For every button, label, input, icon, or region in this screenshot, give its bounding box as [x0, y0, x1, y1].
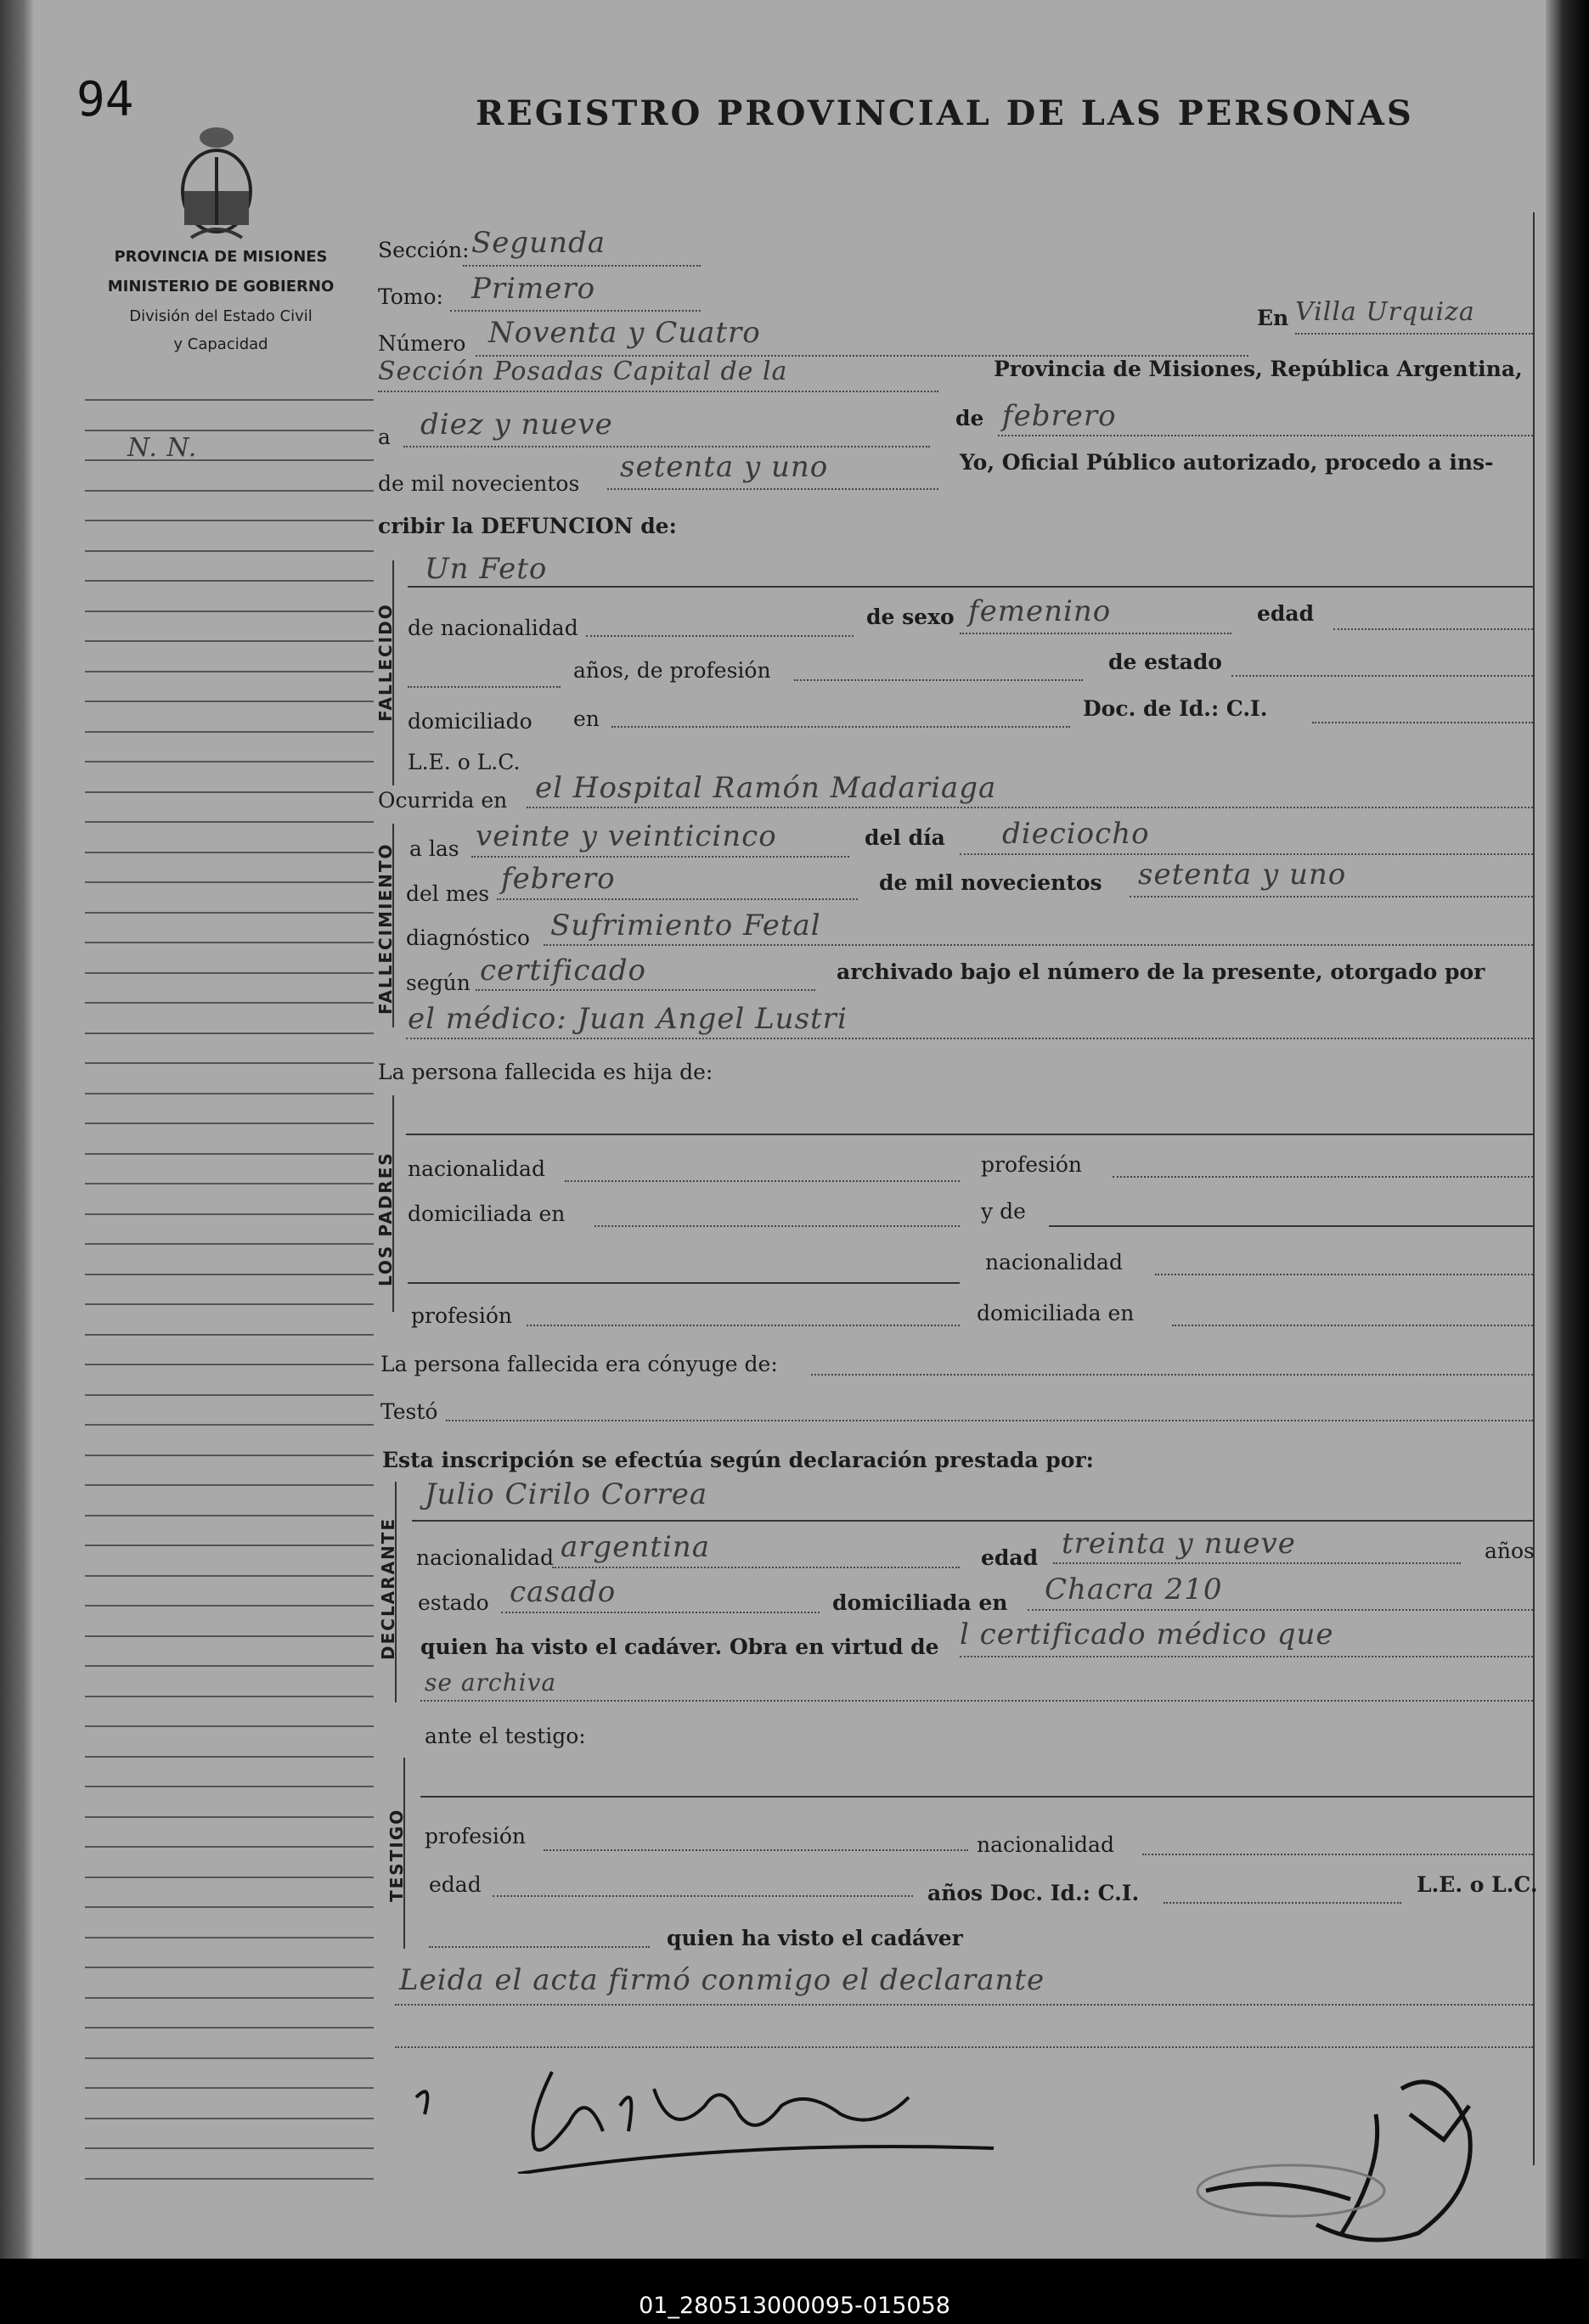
a-las-label: a las: [409, 836, 459, 861]
padres-nacionalidad-label: nacionalidad: [408, 1156, 545, 1181]
fallecimiento-mil-value: setenta y uno: [1138, 858, 1347, 892]
declarant-signature-icon: [399, 2055, 1011, 2174]
margin-rule-line: [85, 1123, 374, 1124]
margin-rule-line: [85, 2147, 374, 2149]
tomo-label: Tomo:: [378, 284, 443, 309]
margin-rule-line: [85, 1303, 374, 1305]
margin-rule-line: [85, 1665, 374, 1667]
coat-of-arms-icon: [174, 119, 259, 246]
declarante-edad-value: treinta y nueve: [1062, 1527, 1296, 1561]
segun-value: certificado: [480, 954, 646, 988]
fallecido-anios-label: años, de profesión: [573, 658, 771, 683]
declarante-anios-label: años: [1485, 1539, 1535, 1563]
margin-rule-line: [85, 430, 374, 431]
margin-rule-line: [85, 1334, 374, 1336]
margin-rule-line: [85, 580, 374, 582]
provincia-text: Provincia de Misiones, República Argentina,: [994, 357, 1523, 381]
header-ministry: MINISTERIO DE GOBIERNO: [107, 278, 335, 295]
conyuge-text: La persona fallecida era cónyuge de:: [380, 1352, 778, 1376]
header-capacity: y Capacidad: [173, 335, 268, 353]
diagnostico-label: diagnóstico: [406, 926, 530, 950]
testo-label: Testó: [380, 1399, 438, 1424]
margin-rule-line: [85, 671, 374, 672]
margin-rule-line: [85, 1062, 374, 1064]
declarante-quien-text: quien ha visto el cadáver. Obra en virtud de: [420, 1635, 939, 1659]
mil-label: de mil novecientos: [378, 471, 580, 496]
header-province: PROVINCIA DE MISIONES: [114, 248, 328, 266]
margin-rule-line: [85, 1424, 374, 1426]
declarante-nombre: Julio Cirilo Correa: [425, 1477, 708, 1511]
margin-note: N. N.: [127, 433, 198, 463]
mes-value: febrero: [1002, 399, 1117, 433]
file-caption: 01_280513000095-015058: [639, 2293, 950, 2319]
margin-rule-line: [85, 1033, 374, 1034]
margin-rule-line: [85, 1635, 374, 1637]
de-label: de: [955, 406, 984, 430]
margin-rule-line: [85, 2087, 374, 2089]
del-dia-value: dieciocho: [1002, 817, 1150, 851]
margin-rule-line: [85, 1696, 374, 1697]
tab-declarante: DECLARANTE: [378, 1517, 398, 1660]
numero-label: Número: [378, 331, 466, 356]
margin-rule-line: [85, 972, 374, 974]
document-title: REGISTRO PROVINCIAL DE LAS PERSONAS: [476, 93, 1414, 133]
del-dia-label: del día: [865, 825, 945, 850]
padres-profesion2-label: profesión: [411, 1303, 513, 1328]
margin-rule-line: [85, 1605, 374, 1607]
declarante-nacionalidad-value: argentina: [561, 1530, 711, 1564]
ocurrida-value: el Hospital Ramón Madariaga: [535, 771, 997, 805]
declarante-quien-value: l certificado médico que: [960, 1618, 1334, 1652]
testigo-le-label: L.E. o L.C.: [1417, 1872, 1538, 1897]
del-mes-value: febrero: [501, 862, 616, 896]
margin-rule-line: [85, 1906, 374, 1908]
fallecido-estado-label: de estado: [1108, 650, 1222, 674]
declarante-domiciliada-label: domiciliada en: [832, 1590, 1008, 1615]
margin-rule-line: [85, 399, 374, 401]
margin-rule-line: [85, 701, 374, 702]
margin-rule-line: [85, 1213, 374, 1215]
official-signature-icon: [1189, 2063, 1529, 2250]
margin-rule-line: [85, 520, 374, 521]
del-mes-label: del mes: [406, 881, 490, 906]
page-number: 94: [76, 72, 134, 127]
margin-rule-line: [85, 912, 374, 914]
padres-profesion-label: profesión: [981, 1152, 1083, 1177]
lugar-value: Sección Posadas Capital de la: [378, 357, 788, 386]
tab-padres: LOS PADRES: [375, 1151, 396, 1286]
margin-rule-line: [85, 1816, 374, 1818]
margin-rule-line: [85, 611, 374, 612]
en-label: En: [1257, 306, 1289, 330]
fallecido-doc-label: Doc. de Id.: C.I.: [1083, 696, 1268, 721]
fallecido-nombre: Un Feto: [425, 552, 548, 586]
padres-domiciliada2-label: domiciliada en: [977, 1301, 1135, 1325]
inscribir-text: cribir la DEFUNCION de:: [378, 514, 677, 538]
domiciliado-suffix: o: [519, 709, 532, 734]
fallecido-sexo-label: de sexo: [866, 605, 955, 629]
margin-rule-line: [85, 791, 374, 793]
margin-rule-line: [85, 1183, 374, 1185]
margin-rule-line: [85, 1153, 374, 1155]
ocurrida-label: Ocurrida en: [378, 788, 508, 813]
margin-rule-line: [85, 1786, 374, 1787]
margin-rule-line: [85, 1243, 374, 1245]
margin-rule-line: [85, 2027, 374, 2029]
margin-rule-line: [85, 1364, 374, 1365]
testigo-quien-text: quien ha visto el cadáver: [667, 1926, 963, 1950]
margin-rule-line: [85, 1545, 374, 1546]
margin-rule-line: [85, 2057, 374, 2059]
margin-rule-line: [85, 1093, 374, 1094]
seccion-label: Sección:: [378, 238, 470, 262]
declarante-estado-value: casado: [510, 1575, 617, 1609]
margin-rule-line: [85, 731, 374, 733]
a-label: a: [378, 425, 391, 449]
oficial-text: Yo, Oficial Público autorizado, procedo a ins-: [960, 450, 1494, 475]
fallecido-sexo-value: femenino: [968, 594, 1112, 628]
testigo-edad-label: edad: [429, 1872, 482, 1897]
domiciliado-text: domiciliad: [408, 709, 520, 734]
margin-rule-line: [85, 640, 374, 642]
margin-rule-line: [85, 1274, 374, 1275]
tab-fallecido: FALLECIDO: [375, 603, 396, 722]
header-division: División del Estado Civil: [129, 307, 313, 325]
margin-rule-line: [85, 1484, 374, 1486]
margin-rule-line: [85, 1575, 374, 1577]
margin-rule-line: [85, 852, 374, 853]
fallecido-domiciliado-label: [408, 709, 532, 734]
hija-text: La persona fallecida es hija de:: [378, 1060, 713, 1084]
a-value: diez y nueve: [420, 408, 613, 442]
margin-rule-line: [85, 1877, 374, 1878]
margin-rule-line: [85, 550, 374, 552]
en-value: Villa Urquiza: [1295, 297, 1475, 327]
margin-rule-line: [85, 821, 374, 823]
fallecido-edad-label: edad: [1257, 601, 1315, 626]
closing-value: Leida el acta firmó conmigo el declarante: [399, 1963, 1045, 1997]
margin-rule-line: [85, 1394, 374, 1396]
tab-fallecimiento: FALLECIMIENTO: [375, 842, 396, 1015]
declarante-quien-value2: se archiva: [425, 1668, 557, 1697]
a-las-value: veinte y veinticinco: [476, 819, 777, 853]
margin-rule-line: [85, 1455, 374, 1456]
margin-rule-line: [85, 1997, 374, 1999]
archivado-text: archivado bajo el número de la presente, otorgado por: [837, 959, 1485, 984]
declarante-edad-label: edad: [981, 1545, 1039, 1570]
margin-rule-line: [85, 881, 374, 883]
testigo-ante-text: ante el testigo:: [425, 1724, 586, 1748]
margin-rule-line: [85, 1756, 374, 1758]
margin-rule-line: [85, 1967, 374, 1968]
declarante-nacionalidad-label: nacionalidad: [416, 1545, 554, 1570]
anio-value: setenta y uno: [620, 450, 829, 484]
margin-rule-line: [85, 1725, 374, 1727]
testigo-profesion-label: profesión: [425, 1824, 527, 1849]
medico-value: el médico: Juan Angel Lustri: [408, 1002, 848, 1036]
fallecido-en-label: en: [573, 706, 600, 731]
margin-rule-line: [85, 942, 374, 943]
margin-rule-line: [85, 1515, 374, 1517]
margin-rule-line: [85, 1937, 374, 1939]
declarante-estado-label: estado: [418, 1590, 489, 1615]
book-binding: [0, 0, 34, 2259]
margin-rule-line: [85, 1846, 374, 1848]
numero-value: Noventa y Cuatro: [488, 316, 761, 350]
testigo-anios-doc-label: años Doc. Id.: C.I.: [927, 1881, 1140, 1905]
margin-rule-line: [85, 1002, 374, 1004]
margin-rule-line: [85, 490, 374, 492]
tomo-value: Primero: [471, 272, 596, 306]
seccion-value: Segunda: [471, 226, 606, 260]
padres-nacionalidad2-label: nacionalidad: [985, 1250, 1123, 1275]
tab-testigo: TESTIGO: [386, 1808, 407, 1902]
fallecimiento-mil-label: de mil novecientos: [879, 870, 1102, 895]
declaracion-text: Esta inscripción se efectúa según declaración prestada por:: [382, 1448, 1094, 1472]
margin-rule-line: [85, 2178, 374, 2180]
page-edge-shadow: [1546, 0, 1589, 2259]
padres-y-de-label: y de: [981, 1199, 1026, 1224]
fallecido-nacionalidad-label: de nacionalidad: [408, 616, 578, 640]
testigo-nacionalidad-label: nacionalidad: [977, 1832, 1114, 1857]
segun-label: según: [406, 971, 471, 995]
margin-rule-line: [85, 2118, 374, 2119]
fallecido-le-label: L.E. o L.C.: [408, 750, 521, 774]
margin-rule-line: [85, 761, 374, 762]
declarante-domiciliada-value: Chacra 210: [1045, 1573, 1223, 1607]
padres-domiciliada-label: domiciliada en: [408, 1201, 566, 1226]
diagnostico-value: Sufrimiento Fetal: [550, 909, 821, 943]
